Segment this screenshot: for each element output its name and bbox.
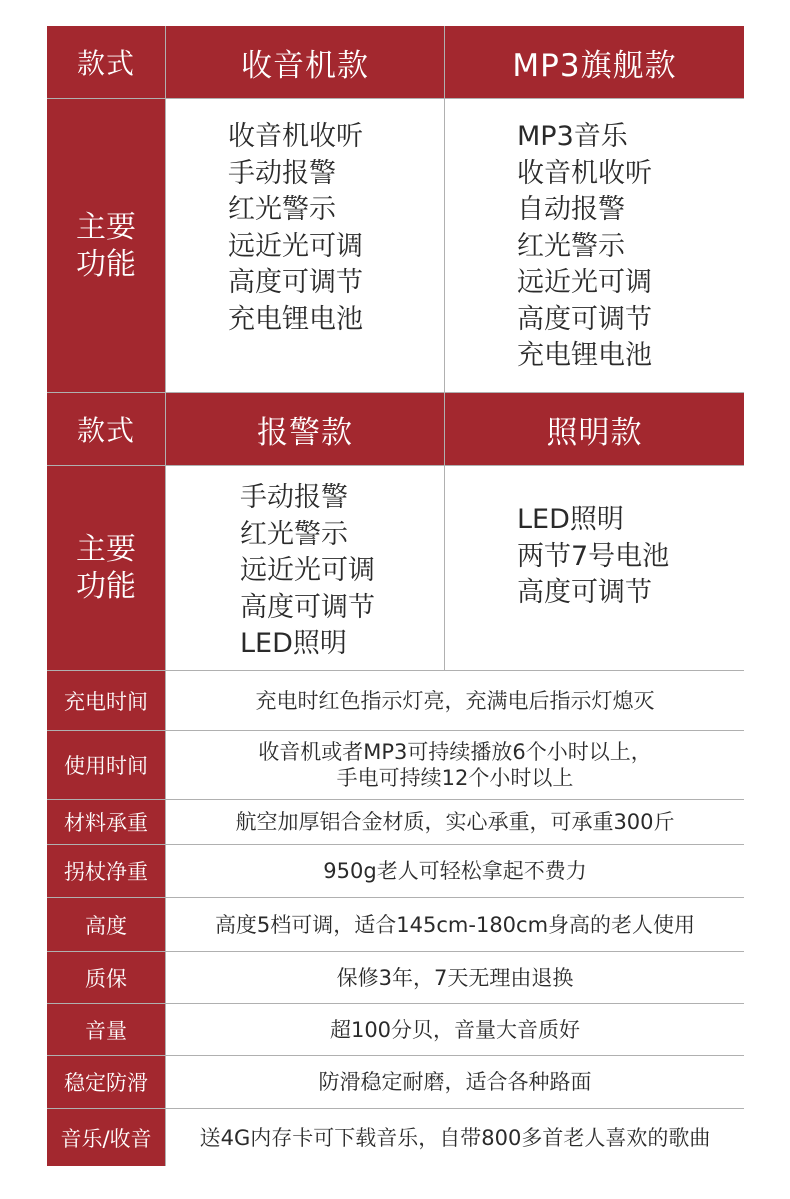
feature-item: 远近光可调 [240, 555, 375, 586]
feature-item: 远近光可调 [517, 267, 652, 298]
feature-item: 红光警示 [228, 194, 336, 225]
block2-model-alarm: 报警款 [166, 393, 444, 465]
block2-alarm-features [166, 466, 444, 670]
block1-function-label: 主要 功能 [47, 99, 165, 392]
feature-item: 自动报警 [517, 194, 625, 225]
feature-item: 手动报警 [240, 482, 348, 513]
feature-item: LED照明 [240, 628, 347, 659]
spec-label: 音量 [47, 1004, 165, 1055]
spec-label: 质保 [47, 952, 165, 1003]
feature-item: 收音机收听 [517, 157, 652, 189]
feature-item: 充电锂电池 [517, 340, 652, 371]
spec-table [47, 26, 744, 1166]
feature-item: 红光警示 [240, 518, 348, 550]
spec-value: 充电时红色指示灯亮，充满电后指示灯熄灭 [166, 671, 744, 730]
spec-value: 收音机或者MP3可持续播放6个小时以上， 手电可持续12个小时以上 [166, 731, 744, 799]
spec-value: 950g老人可轻松拿起不费力 [166, 845, 744, 897]
block1-mp3-features [445, 99, 744, 392]
feature-item: 高度可调节 [228, 267, 363, 298]
feature-item: 高度可调节 [240, 591, 375, 623]
feature-item: 远近光可调 [228, 230, 363, 262]
spec-value: 保修3年，7天无理由退换 [166, 952, 744, 1003]
spec-value: 高度5档可调，适合145cm-180cm身高的老人使用 [166, 898, 744, 951]
spec-label: 拐杖净重 [47, 845, 165, 897]
spec-value: 超100分贝，音量大音质好 [166, 1004, 744, 1055]
feature-item: 两节7号电池 [517, 540, 670, 572]
feature-item: LED照明 [517, 504, 624, 535]
feature-item: MP3音乐 [517, 121, 628, 152]
spec-value: 航空加厚铝合金材质，实心承重，可承重300斤 [166, 800, 744, 844]
spec-value: 防滑稳定耐磨，适合各种路面 [166, 1056, 744, 1108]
spec-label: 高度 [47, 898, 165, 951]
spec-label: 音乐/收音 [47, 1109, 165, 1166]
block1-model-radio: 收音机款 [166, 26, 444, 98]
spec-label: 使用时间 [47, 731, 165, 799]
feature-item: 高度可调节 [517, 303, 652, 335]
block2-model-light: 照明款 [445, 393, 744, 465]
spec-value: 送4G内存卡可下载音乐，自带800多首老人喜欢的歌曲 [166, 1109, 744, 1166]
spec-label: 材料承重 [47, 800, 165, 844]
feature-item: 红光警示 [517, 230, 625, 262]
block1-model-mp3: MP3旗舰款 [445, 26, 744, 98]
spec-label: 充电时间 [47, 671, 165, 730]
block1-style-label: 款式 [47, 26, 165, 98]
block2-style-label: 款式 [47, 393, 165, 465]
block1-radio-features [166, 99, 444, 392]
feature-item: 高度可调节 [517, 577, 652, 608]
feature-item: 充电锂电池 [228, 303, 363, 335]
block2-function-label: 主要 功能 [47, 466, 165, 670]
feature-item: 手动报警 [228, 157, 336, 189]
block2-light-features [445, 466, 744, 670]
spec-label: 稳定防滑 [47, 1056, 165, 1108]
feature-item: 收音机收听 [228, 121, 363, 152]
